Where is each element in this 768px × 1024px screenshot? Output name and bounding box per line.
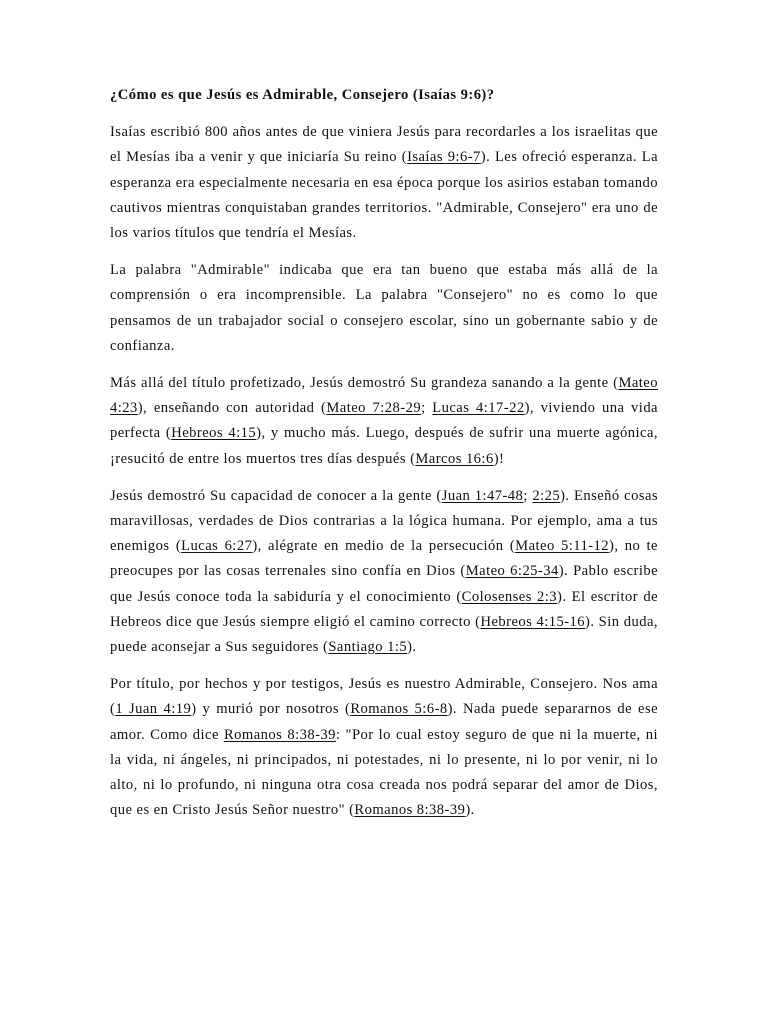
scripture-link[interactable]: Colosenses 2:3 bbox=[461, 588, 558, 605]
scripture-link[interactable]: Mateo 5:11-12 bbox=[515, 538, 610, 555]
scripture-link[interactable]: Romanos 8:38-39 bbox=[354, 802, 466, 819]
scripture-link[interactable]: Lucas 4:17-22 bbox=[432, 400, 525, 417]
paragraph-text: ). bbox=[465, 802, 475, 819]
scripture-link[interactable]: Mateo 7:28-29 bbox=[326, 400, 422, 417]
paragraph-text: ). Enseñó cosas maravillosas, verdades de Dios contrarias a la lógica humana. Por ejemplo, ama a tus enemigos ( bbox=[110, 487, 659, 555]
paragraph-text: Jesús demostró Su capacidad de conocer a la gente ( bbox=[110, 487, 442, 504]
scripture-link[interactable]: Marcos 16:6 bbox=[415, 450, 494, 467]
paragraph-text: Isaías escribió 800 años antes de que viniera Jesús para recordarles a los israelitas que el Mesías iba a venir y que iniciaría Su reino ( bbox=[110, 124, 658, 166]
scripture-link[interactable]: Lucas 6:27 bbox=[181, 538, 253, 555]
paragraph-text: ; bbox=[421, 400, 433, 417]
paragraph-text: ), no te preocupes por las cosas terrenales sino confía en Dios ( bbox=[110, 538, 658, 580]
paragraph-text: ; bbox=[523, 487, 533, 504]
scripture-link[interactable]: Santiago 1:5 bbox=[328, 639, 408, 656]
paragraph-text: ). El escritor de Hebreos dice que Jesús siempre eligió el camino correcto ( bbox=[110, 588, 658, 630]
scripture-link[interactable]: Romanos 8:38-39 bbox=[223, 726, 336, 743]
paragraph-text: ). Pablo escribe que Jesús conoce toda la sabiduría y el conocimiento ( bbox=[110, 563, 658, 605]
scripture-link[interactable]: Romanos 5:6-8 bbox=[350, 701, 448, 718]
scripture-link[interactable]: 2:25 bbox=[532, 487, 561, 504]
paragraph-text: )! bbox=[493, 450, 505, 467]
paragraph-1 bbox=[110, 120, 658, 246]
paragraph-text: ), alégrate en medio de la persecución ( bbox=[252, 538, 516, 555]
scripture-link[interactable]: Isaías 9:6-7 bbox=[407, 149, 481, 166]
paragraph-text: Más allá del título profetizado, Jesús demostró Su grandeza sanando a la gente ( bbox=[110, 375, 619, 392]
paragraph-text: ). Sin duda, puede aconsejar a Sus seguidores ( bbox=[110, 613, 658, 656]
scripture-link[interactable]: Juan 1:47-48 bbox=[441, 487, 524, 504]
paragraph-text: ). Nada puede separarnos de ese amor. Como dice bbox=[110, 701, 659, 743]
paragraph-2 bbox=[110, 258, 658, 359]
paragraph-text: : "Por lo cual estoy seguro de que ni la muerte, ni la vida, ni ángeles, ni principados, ni potestades, ni lo presente, ni lo por venir, ni lo alto, ni lo profundo, ni ninguna otra cosa creada nos podrá separar del amor de Dios, que es en Cristo Jesús Señor nuestro" ( bbox=[110, 726, 658, 819]
paragraph-text: ), viviendo una vida perfecta ( bbox=[110, 400, 658, 442]
paragraph-text: ), enseñando con autoridad ( bbox=[137, 400, 327, 417]
paragraph-text: ). bbox=[407, 639, 417, 656]
paragraphs-container bbox=[110, 120, 658, 823]
paragraph-text: ), y mucho más. Luego, después de sufrir una muerte agónica, ¡resucitó de entre los muertos tres días después ( bbox=[110, 425, 658, 467]
scripture-link[interactable]: Mateo 6:25-34 bbox=[465, 563, 559, 580]
paragraph-4 bbox=[110, 484, 658, 660]
paragraph-5 bbox=[110, 672, 658, 823]
paragraph-text: ) y murió por nosotros ( bbox=[191, 701, 351, 718]
scripture-link[interactable]: Hebreos 4:15 bbox=[171, 425, 257, 442]
paragraph-text: ). Les ofreció esperanza. La esperanza era especialmente necesaria en esa época porque los asirios estaban tomando cautivos mientras conquistaban grandes territorios. "Admirable, Consejero" era uno de los varios títulos que tendría el Mesías. bbox=[110, 149, 659, 242]
document-body bbox=[110, 83, 658, 835]
paragraph-text: La palabra "Admirable" indicaba que era tan bueno que estaba más allá de la comprensión o era incomprensible. La palabra "Consejero" no es como lo que pensamos de un trabajador social o consejero escolar, sino un gobernante sabio y de confianza. bbox=[110, 262, 658, 354]
paragraph-3 bbox=[110, 371, 658, 472]
paragraph-text: Por título, por hechos y por testigos, Jesús es nuestro Admirable, Consejero. Nos ama ( bbox=[110, 676, 658, 718]
scripture-link[interactable]: 1 Juan 4:19 bbox=[115, 701, 192, 718]
scripture-link[interactable]: Mateo 4:23 bbox=[110, 375, 658, 417]
document-title: ¿Cómo es que Jesús es Admirable, Consejero (Isaías 9:6)? bbox=[110, 87, 495, 103]
scripture-link[interactable]: Hebreos 4:15-16 bbox=[480, 613, 586, 630]
